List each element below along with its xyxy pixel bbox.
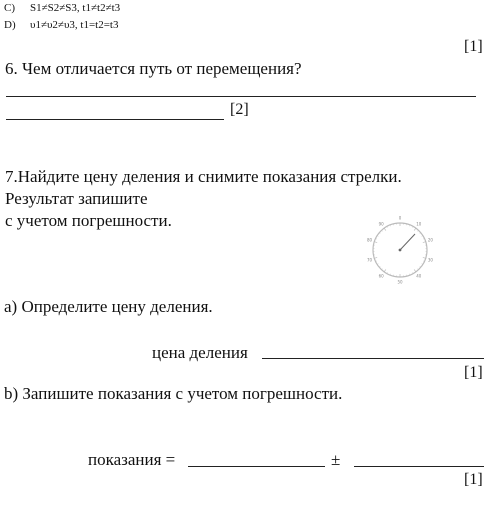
option-d-text: υ1≠υ2≠υ3, t1=t2=t3 [30, 19, 119, 31]
q6-answer-line-1[interactable] [6, 96, 476, 97]
dial-label: 20 [427, 237, 433, 243]
dial-label: 50 [397, 279, 403, 285]
dial-label: 70 [367, 257, 373, 263]
q7-line-1: 7.Найдите цену деления и снимите показания стрелки. [5, 167, 402, 186]
part-a-label: цена деления [152, 343, 248, 362]
part-b-mark: [1] [464, 471, 483, 488]
dial-center [399, 249, 402, 252]
part-b-label: показания = [88, 450, 176, 469]
option-c-key: C) [4, 2, 15, 14]
dial-tick [384, 228, 386, 230]
dial-tick [414, 228, 416, 230]
dial-tick [423, 257, 426, 258]
dial-label: 90 [378, 221, 384, 227]
dial-needle [400, 234, 415, 250]
q6-answer-line-2[interactable] [6, 119, 224, 120]
dial-gauge-image [360, 210, 440, 290]
q6-mark: [2] [230, 101, 249, 118]
part-a-answer-line[interactable] [262, 358, 484, 359]
option-c-text: S1≠S2≠S3, t1≠t2≠t3 [30, 2, 121, 14]
part-b-plus-minus: ± [331, 450, 341, 469]
part-b-text: b) Запишите показания с учетом погрешности. [4, 384, 343, 403]
part-a-text: a) Определите цену деления. [4, 297, 213, 316]
dial-label: 40 [416, 273, 422, 279]
dial-label: 10 [416, 221, 422, 227]
part-b-answer-line-1[interactable] [188, 466, 325, 467]
option-d-key: D) [4, 19, 16, 31]
q5-mark: [1] [464, 38, 483, 55]
q7-line-3: с учетом погрешности. [5, 211, 172, 230]
dial-label: 80 [367, 237, 373, 243]
option-c [4, 2, 120, 14]
part-b-answer-line-2[interactable] [354, 466, 484, 467]
dial-tick [423, 242, 426, 243]
dial-label: 30 [427, 257, 433, 263]
dial-tick [414, 269, 416, 271]
option-d [4, 19, 119, 31]
q7-line-2: Результат запишите [5, 189, 148, 208]
part-a-mark: [1] [464, 364, 483, 381]
dial-tick [384, 269, 386, 271]
dial-label: 0 [398, 215, 402, 221]
q6-text: 6. Чем отличается путь от перемещения? [5, 59, 302, 78]
dial-label: 60 [378, 273, 384, 279]
dial-tick [374, 242, 377, 243]
dial-tick [374, 257, 377, 258]
